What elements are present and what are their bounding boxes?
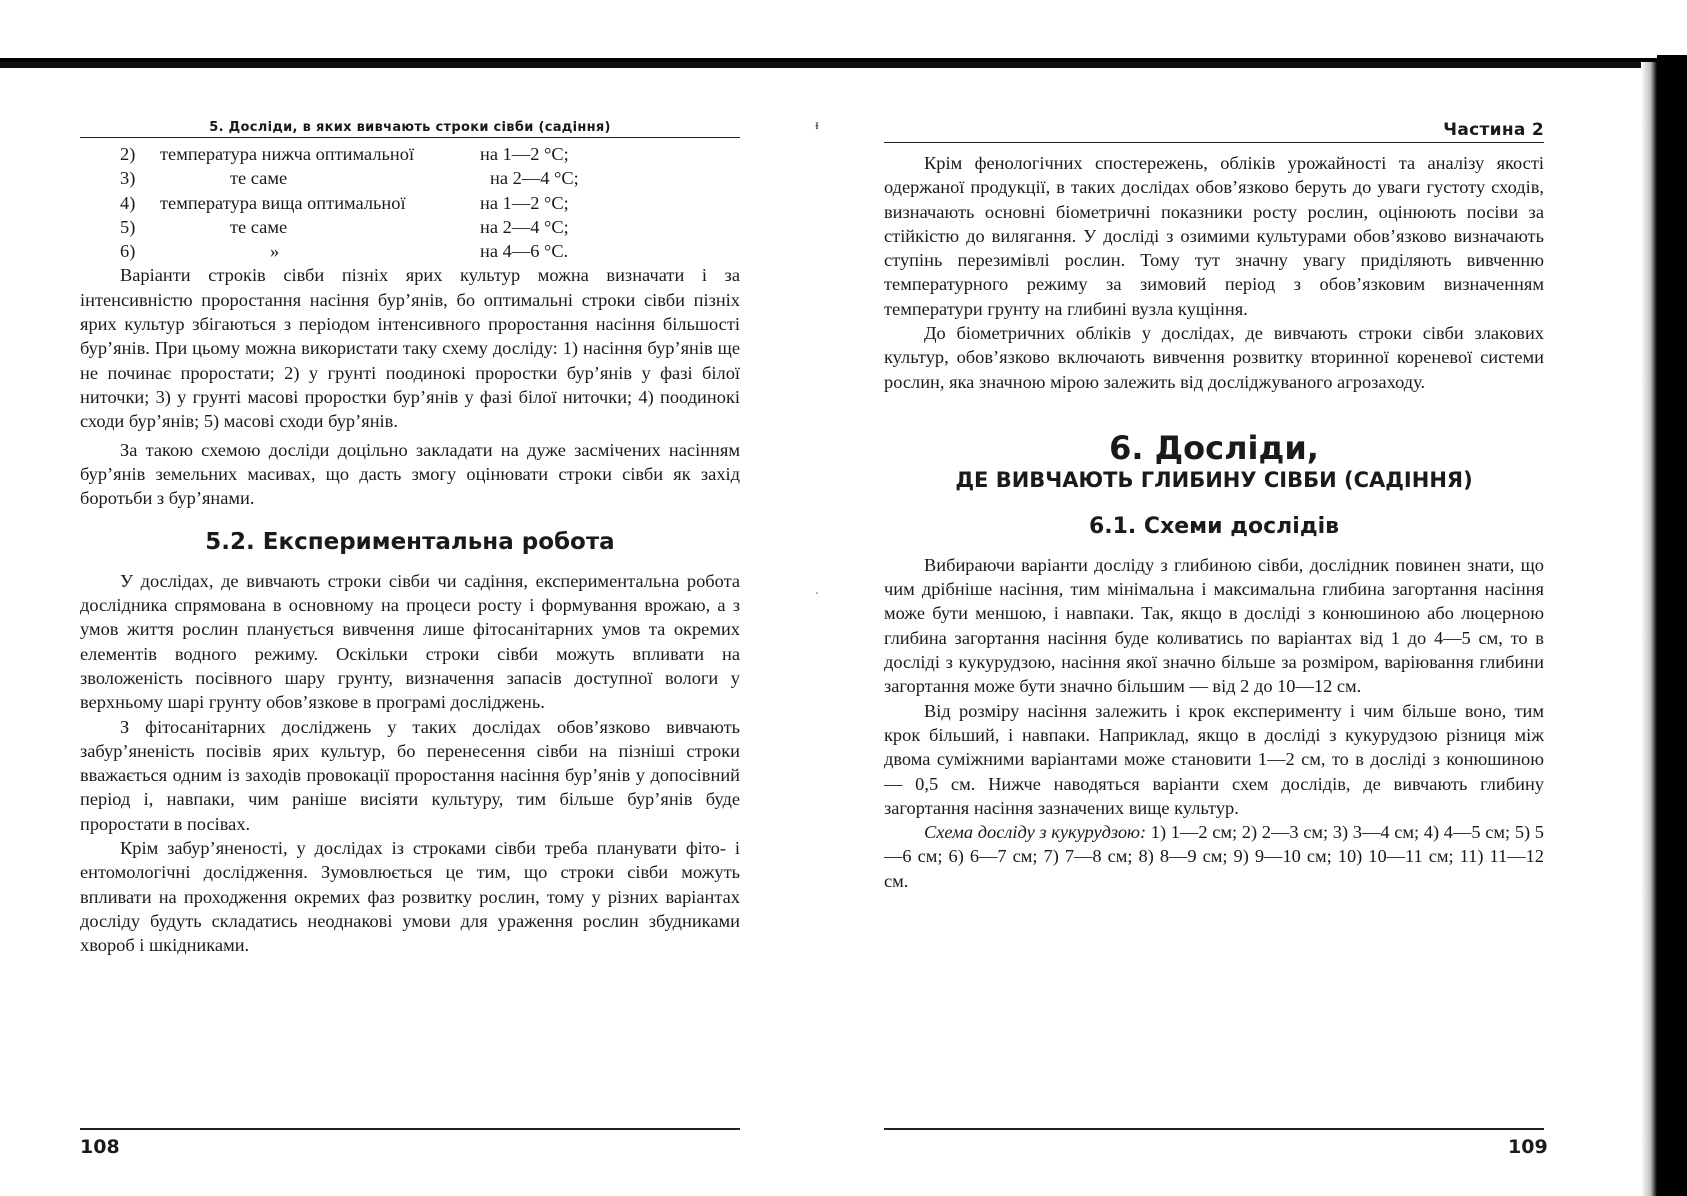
scheme-paragraph: [884, 820, 1544, 893]
footer-rule: [884, 1128, 1544, 1130]
paragraph: У дослідах, де вивчають строки сівби чи садіння, експериментальна робота дослідника спрямована в основному на процеси росту і формування врожаю, а з умов життя рослин планується вивчення лише фітосанітарних умов та окремих елементів водного режиму. Оскільки строки сівби можуть впливати на зволоженість посівного шару грунту, визначення запасів доступної вологи у верхньому шарі грунту обов’язкове в програмі досліджень.: [80, 570, 740, 713]
paragraph: До біометричних обліків у дослідах, де вивчають строки сівби злакових культур, обов’язково включають вивчення розвитку вторинної кореневої системи рослин, яка значною мірою залежить від досліджуваного агрозаходу.: [884, 323, 1544, 392]
scheme-label: Схема досліду з кукурудзою:: [924, 822, 1147, 843]
chapter-title: 6. Досліди,: [1109, 428, 1319, 467]
scheme-text: 1) 1—2 см; 2) 2—3 см; 3) 3—4 см; 4) 4—5 см; 5) 5—6 см; 6) 6—7 см; 7) 7—8 см; 8) 8—9 см; 9) 9—10 см; 10) 10—11 см; 11) 11—12 см.: [884, 822, 1544, 891]
spine-mark: ˑ: [815, 588, 819, 603]
paragraph: Варіанти строків сівби пізніх ярих культур можна визначати і за інтенсивністю проростання насіння бур’янів, бо оптимальні строки сівби пізніх ярих культур збігаються з періодом інтенсивного проростання насіння більшості бур’янів. При цьому можна використати таку схему досліду: 1) насіння бур’янів ще не починає проростати; 2) у грунті поодинокі проростки бур’янів у фазі білої ниточки; 3) у грунті масові проростки бур’янів у фазі білої ниточки; 4) поодинокі сходи бур’янів; 5) масові сходи бур’янів.: [80, 265, 740, 432]
footer-rule: [80, 1128, 740, 1130]
chapter-subtitle: ДЕ ВИВЧАЮТЬ ГЛИБИНУ СІВБИ (САДІННЯ): [955, 468, 1473, 493]
scan-right-shadow: [1641, 62, 1657, 1196]
list-item: 4) температура вища оптимальної на 1—2 °С;: [120, 192, 569, 213]
page-number: 109: [1508, 1136, 1548, 1158]
subsection-heading: 6.1. Схеми дослідів: [1088, 513, 1340, 539]
right-body: [884, 151, 1544, 893]
left-page: [80, 120, 740, 958]
paragraph: Від розміру насіння залежить і крок експерименту і чим більше воно, тим крок більший, і навпаки. Наприклад, якщо в досліді з кукурудзою різниця між двома суміжними варіантами може становити 1—2 см, то в досліді з конюшиною — 0,5 см. Нижче наводяться варіанти схем дослідів, де вивчають глибину загортання насіння зазначених вище культур.: [884, 700, 1544, 818]
paragraph: За такою схемою досліди доцільно закладати на дуже засмічених насінням бур’янів земельних масивах, що дасть змогу оцінювати строки сівби як захід боротьби з бур’янами.: [80, 439, 740, 509]
list-item: 2) температура нижча оптимальної на 1—2 °С;: [120, 144, 569, 164]
paragraph: Крім забур’яненості, у дослідах із строками сівби треба планувати фіто- і ентомологічні дослідження. Зумовлюється це тим, що строки сівби можуть впливати на проходження окремих фаз розвитку рослин, тому у різних варіантах досліду будуть складатись неоднакові умови для ураження рослин збудниками хвороб і шкідниками.: [80, 838, 740, 956]
running-head: 5. Досліди, в яких вивчають строки сівби (садіння): [80, 120, 740, 138]
section-heading: 5.2. Експериментальна робота: [205, 529, 615, 556]
spine-mark: ᵻ: [815, 118, 819, 133]
right-page: [884, 120, 1544, 893]
list-item: 3) те саме на 2—4 °С;: [120, 168, 579, 189]
scan-right-edge: [1657, 55, 1687, 1196]
left-body: [80, 142, 740, 958]
running-head: Частина 2: [884, 120, 1544, 143]
paragraph: Вибираючи варіанти досліду з глибиною сівби, дослідник повинен знати, що чим дрібніше насіння, тим мінімальна і максимальна глибина загортання насіння може бути меншою, і навпаки. Так, якщо в досліді з конюшиною або люцерною глибина загортання насіння буде коливатись по варіантах від 1 до 4—5 см, то в досліді з кукурудзою, насіння якої значно більше за розміром, варіювання глибини загортання може бути значно більшим — від 2 до 10—12 см.: [884, 554, 1544, 697]
paragraph: З фітосанітарних досліджень у таких дослідах обов’язково вивчають забур’яненість посівів ярих культур, бо перенесення сівби на пізніші строки вважається одним із заходів провокації проростання насіння бур’янів у допосівний період і, навпаки, чим раніше висіяти культуру, тим більше бур’янів буде проростати в посівах.: [80, 716, 740, 834]
page-number: 108: [80, 1136, 120, 1158]
paragraph: Крім фенологічних спостережень, обліків урожайності та аналізу якості одержаної продукції, в таких дослідах обов’язково беруть до уваги густоту сходів, визначають основні біометричні показники росту рослин, оцінюють посіви за стійкістю до вилягання. У досліді з озимими культурами обов’язково визначають ступінь перезимівлі рослин. Тому тут значну увагу приділяють вивченню температурного режиму за зимовий період з обов’язковим визначенням температури грунту на глибині вузла кущіння.: [884, 153, 1544, 319]
scan-top-edge-shadow: [0, 62, 1650, 68]
list-item: 5) те саме на 2—4 °С;: [120, 216, 569, 237]
list-item: 6) » на 4—6 °С.: [120, 241, 569, 262]
